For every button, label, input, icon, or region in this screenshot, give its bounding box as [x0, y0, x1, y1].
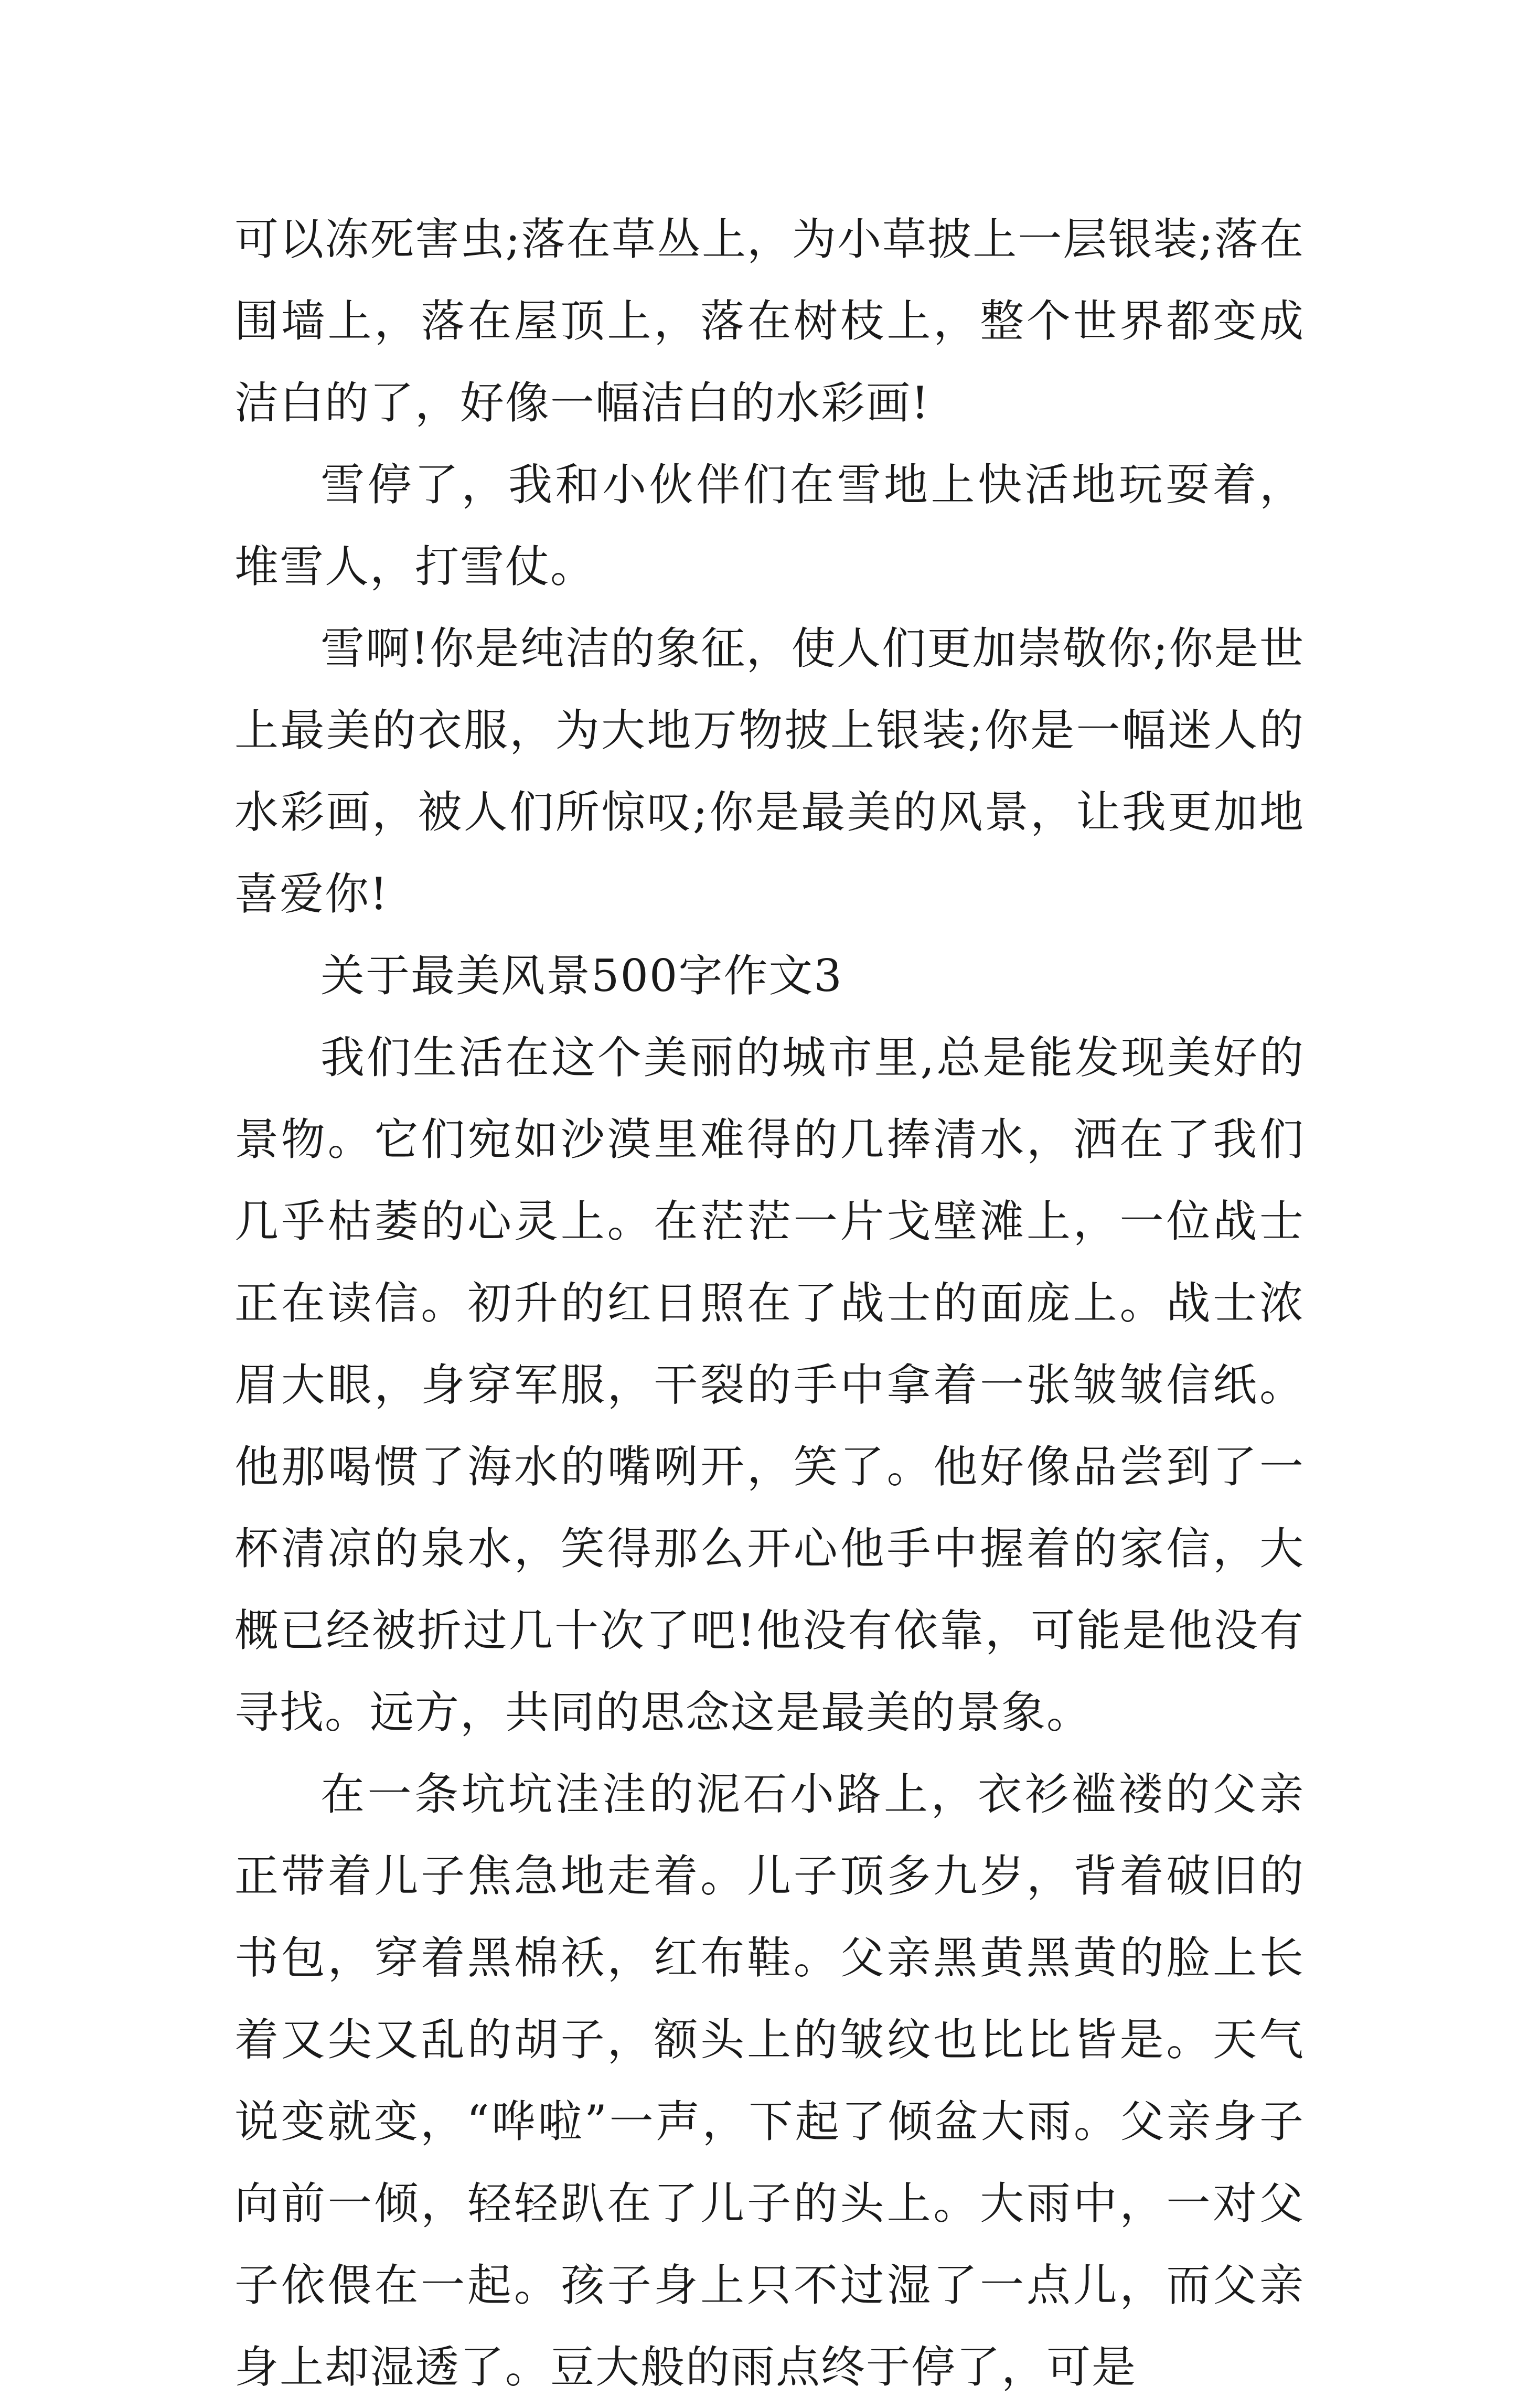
paragraph: 可以冻死害虫;落在草丛上，为小草披上一层银装;落在围墙上，落在屋顶上，落在树枝上，整个世界都变成洁白的了，好像一幅洁白的水彩画! [234, 214, 1305, 429]
paragraph: 我们生活在这个美丽的城市里,总是能发现美好的景物。它们宛如沙漠里难得的几捧清水，洒在了我们几乎枯萎的心灵上。在茫茫一片戈壁滩上，一位战士正在读信。初升的红日照在了战士的面庞上。战士浓眉大眼，身穿军服，干裂的手中拿着一张皱皱信纸。他那喝惯了海水的嘴咧开，笑了。他好像品尝到了一杯清凉的泉水，笑得那么开心他手中握着的家信，大概已经被折过几十次了吧!他没有依靠，可能是他没有寻找。远方，共同的思念这是最美的景象。 [234, 1032, 1305, 1738]
paragraph: 雪啊!你是纯洁的象征，使人们更加崇敬你;你是世上最美的衣服，为大地万物披上银装;你是一幅迷人的水彩画，被人们所惊叹;你是最美的风景，让我更加地喜爱你! [234, 623, 1305, 920]
paragraph: 雪停了，我和小伙伴们在雪地上快活地玩耍着，堆雪人，打雪仗。 [234, 459, 1305, 592]
document-body [234, 198, 1305, 2408]
paragraph: 在一条坑坑洼洼的泥石小路上，衣衫褴褛的父亲正带着儿子焦急地走着。儿子顶多九岁，背着破旧的书包，穿着黑棉袄，红布鞋。父亲黑黄黑黄的脸上长着又尖又乱的胡子，额头上的皱纹也比比皆是。天气说变就变，“哗啦”一声，下起了倾盆大雨。父亲身子向前一倾，轻轻趴在了儿子的头上。大雨中，一对父子依偎在一起。孩子身上只不过湿了一点儿，而父亲身上却湿透了。豆大般的雨点终于停了，可是 [234, 1768, 1305, 2393]
section-title: 关于最美风景500字作文3 [320, 950, 843, 1001]
